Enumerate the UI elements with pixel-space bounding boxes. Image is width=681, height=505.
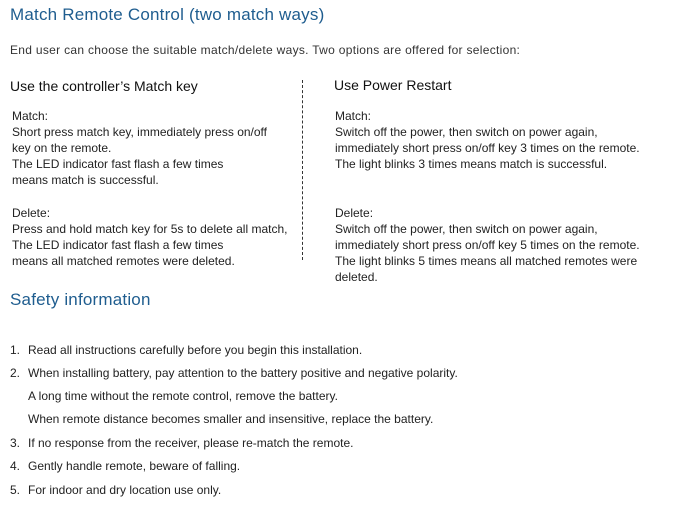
right-delete-block (335, 205, 640, 285)
right-match-block (335, 108, 640, 172)
safety-item-text: Read all instructions carefully before you begin this installation. (28, 343, 363, 357)
left-column-heading: Use the controller’s Match key (10, 78, 198, 94)
left-match-block (12, 108, 267, 188)
safety-item-number: 3. (10, 436, 21, 450)
safety-item-2-sub-1: A long time without the remote control, remove the battery. (28, 389, 338, 403)
safety-item-text: If no response from the receiver, please re-match the remote. (28, 436, 354, 450)
right-match-line: immediately short press on/off key 3 times on the remote. (335, 141, 640, 155)
left-delete-block (12, 205, 287, 269)
column-divider (302, 80, 303, 260)
safety-item-text: When installing battery, pay attention to the battery positive and negative polarity. (28, 366, 458, 380)
safety-item-2 (10, 366, 458, 380)
right-delete-line: immediately short press on/off key 5 times on the remote. (335, 238, 640, 252)
safety-item-2-sub-2: When remote distance becomes smaller and insensitive, replace the battery. (28, 412, 434, 426)
safety-title: Safety information (10, 290, 151, 309)
right-match-line: The light blinks 3 times means match is successful. (335, 157, 608, 171)
right-delete-line: The light blinks 5 times means all matched remotes were (335, 254, 638, 268)
right-delete-label: Delete: (335, 206, 374, 220)
left-match-line: The LED indicator fast flash a few times (12, 157, 224, 171)
safety-item-4 (10, 459, 241, 473)
safety-item-number: 5. (10, 483, 21, 497)
safety-item-5 (10, 483, 222, 497)
safety-item-text: Gently handle remote, beware of falling. (28, 459, 241, 473)
right-match-label: Match: (335, 109, 372, 123)
safety-item-3 (10, 436, 354, 450)
left-match-line: means match is successful. (12, 173, 159, 187)
left-delete-line: The LED indicator fast flash a few times (12, 238, 224, 252)
right-match-line: Switch off the power, then switch on power again, (335, 125, 598, 139)
match-title: Match Remote Control (two match ways) (10, 5, 325, 24)
intro-text: End user can choose the suitable match/delete ways. Two options are offered for selection: (10, 43, 521, 57)
safety-item-number: 2. (10, 366, 21, 380)
left-delete-label: Delete: (12, 206, 51, 220)
safety-item-number: 1. (10, 343, 21, 357)
safety-item-1 (10, 343, 363, 357)
safety-item-number: 4. (10, 459, 21, 473)
left-match-label: Match: (12, 109, 49, 123)
right-delete-line: deleted. (335, 270, 378, 284)
right-delete-line: Switch off the power, then switch on power again, (335, 222, 598, 236)
left-delete-line: Press and hold match key for 5s to delete all match, (12, 222, 288, 236)
left-match-line: key on the remote. (12, 141, 112, 155)
right-column-heading: Use Power Restart (334, 77, 452, 93)
left-match-line: Short press match key, immediately press on/off (12, 125, 267, 139)
safety-item-text: For indoor and dry location use only. (28, 483, 222, 497)
left-delete-line: means all matched remotes were deleted. (12, 254, 235, 268)
